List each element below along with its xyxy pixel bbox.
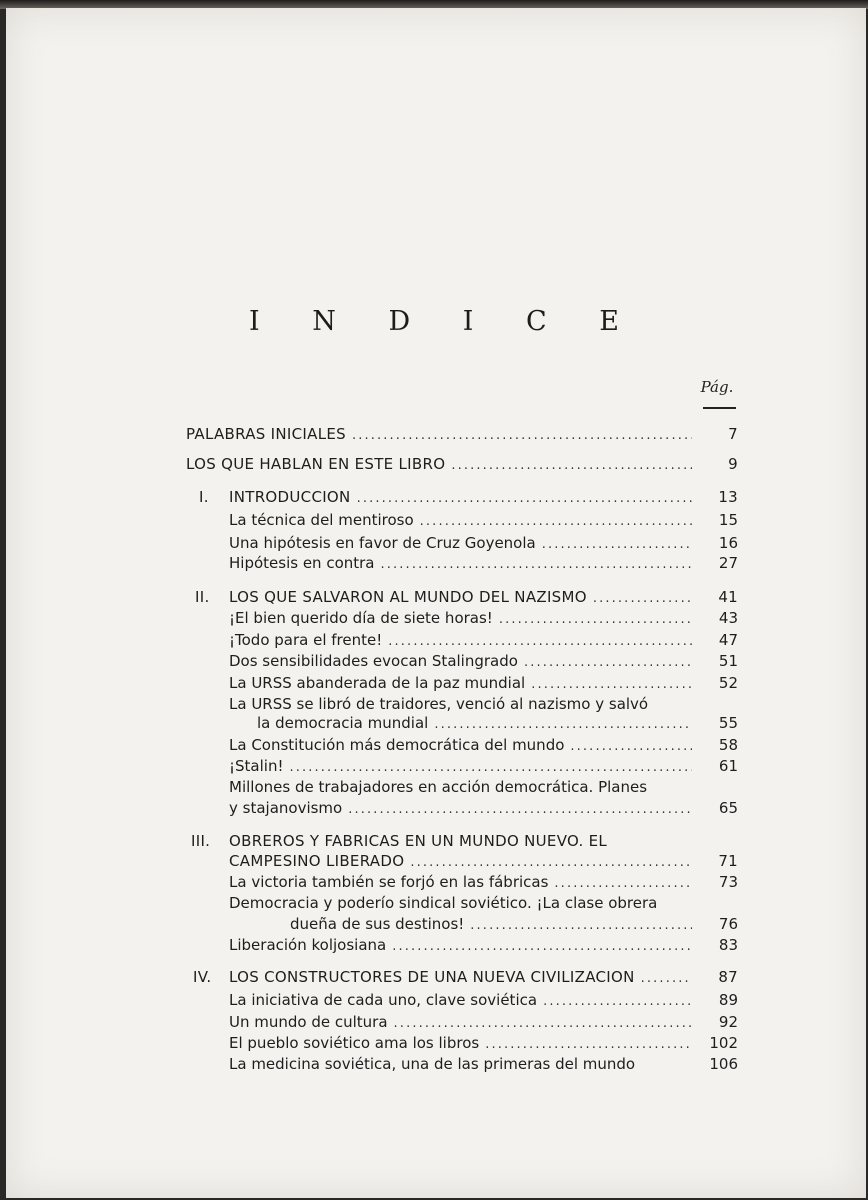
entry-title: PALABRAS INICIALES — [186, 425, 346, 443]
page-number: 55 — [718, 714, 738, 732]
dot-leader — [348, 800, 692, 820]
entry-title: la democracia mundial — [257, 714, 429, 732]
toc-entry — [195, 587, 738, 609]
toc-entry — [229, 735, 738, 757]
toc-entry — [229, 651, 738, 673]
page-number: 16 — [718, 534, 738, 552]
toc-entry — [229, 608, 738, 630]
page-number: 65 — [718, 799, 738, 817]
toc-entry — [229, 533, 738, 555]
entry-title: La victoria también se forjó en las fábricas — [229, 873, 549, 891]
dot-leader — [485, 1035, 692, 1055]
dot-leader — [381, 555, 693, 575]
toc-entry — [229, 935, 738, 957]
page-number: 43 — [718, 609, 738, 627]
dot-leader — [542, 535, 692, 555]
toc-entry — [193, 967, 738, 989]
entry-title: Millones de trabajadores en acción democrática. Planes — [229, 778, 648, 796]
dot-leader — [554, 874, 692, 894]
toc-entry — [229, 777, 738, 799]
entry-title: Democracia y poderío sindical soviético. ¡La clase obrera — [229, 894, 658, 912]
page-number: 9 — [728, 455, 738, 473]
dot-leader — [524, 653, 692, 673]
entry-title: Una hipótesis en favor de Cruz Goyenola — [229, 534, 536, 552]
dot-leader — [434, 715, 692, 735]
page-number: 51 — [718, 652, 738, 670]
entry-title: Liberación koljosiana — [229, 936, 387, 954]
toc-entry — [229, 990, 738, 1012]
toc-entry — [229, 893, 738, 915]
toc-entry — [229, 553, 738, 575]
entry-title: La Constitución más democrática del mundo — [229, 736, 565, 754]
page-column-header: Pág. — [700, 378, 734, 396]
dot-leader — [410, 853, 692, 873]
page-number: 73 — [718, 873, 738, 891]
dot-leader — [352, 426, 692, 446]
page-number: 13 — [718, 488, 738, 506]
toc-entry — [229, 872, 738, 894]
page-title: I N D I C E — [249, 306, 641, 337]
entry-title: ¡Todo para el frente! — [229, 631, 383, 649]
entry-title: LOS QUE SALVARON AL MUNDO DEL NAZISMO — [229, 588, 587, 606]
toc-entry — [229, 756, 738, 778]
page-number: 92 — [718, 1013, 738, 1031]
page-number: 106 — [709, 1055, 738, 1073]
entry-title: La técnica del mentiroso — [229, 511, 414, 529]
page-number: 83 — [718, 936, 738, 954]
page-number: 58 — [718, 736, 738, 754]
entry-title: dueña de sus destinos! — [290, 915, 465, 933]
chapter-number: III. — [191, 832, 211, 850]
page-number: 41 — [718, 588, 738, 606]
toc-entry — [199, 487, 738, 509]
dot-leader — [531, 675, 692, 695]
chapter-number: I. — [199, 488, 209, 506]
page-number: 71 — [718, 852, 738, 870]
dot-leader — [357, 489, 692, 509]
chapter-number: II. — [195, 588, 210, 606]
page-number: 15 — [718, 511, 738, 529]
dot-leader — [394, 1014, 692, 1034]
toc-entry — [229, 630, 738, 652]
page-number: 76 — [718, 915, 738, 933]
entry-title: CAMPESINO LIBERADO — [229, 852, 405, 870]
entry-title: La URSS se libró de traidores, venció al nazismo y salvó — [229, 695, 649, 713]
page-number: 61 — [718, 757, 738, 775]
dot-leader — [388, 632, 692, 652]
page-number: 27 — [718, 554, 738, 572]
entry-title: y stajanovismo — [229, 799, 343, 817]
entry-title: Dos sensibilidades evocan Stalingrado — [229, 652, 518, 670]
toc-entry — [191, 831, 738, 853]
page-number: 7 — [728, 425, 738, 443]
dot-leader — [289, 758, 692, 778]
entry-title: La medicina soviética, una de las primeras del mundo — [229, 1055, 636, 1073]
page-number: 87 — [718, 968, 738, 986]
dot-leader — [420, 512, 692, 532]
entry-title: La iniciativa de cada uno, clave soviética — [229, 991, 538, 1009]
dot-leader — [570, 737, 692, 757]
toc-entry — [229, 510, 738, 532]
toc-entry — [186, 424, 738, 446]
entry-title: OBREROS Y FABRICAS EN UN MUNDO NUEVO. EL — [229, 832, 608, 850]
entry-title: ¡El bien querido día de siete horas! — [229, 609, 493, 627]
toc-entry — [229, 1033, 738, 1055]
entry-title: El pueblo soviético ama los libros — [229, 1034, 480, 1052]
dot-leader — [392, 937, 692, 957]
toc-entry — [257, 713, 738, 735]
toc-entry — [229, 851, 738, 873]
dot-leader — [470, 916, 692, 936]
dot-leader — [451, 456, 692, 476]
entry-title: ¡Stalin! — [229, 757, 284, 775]
entry-title: LOS QUE HABLAN EN ESTE LIBRO — [186, 455, 446, 473]
entry-title: LOS CONSTRUCTORES DE UNA NUEVA CIVILIZACION — [229, 968, 635, 986]
page-number: 89 — [718, 991, 738, 1009]
toc-entry — [229, 798, 738, 820]
toc-entry — [229, 673, 738, 695]
page-number: 102 — [709, 1034, 738, 1052]
dot-leader — [593, 589, 692, 609]
chapter-number: IV. — [193, 968, 212, 986]
toc-entry — [229, 1054, 738, 1076]
page-number: 47 — [718, 631, 738, 649]
entry-title: Hipótesis en contra — [229, 554, 375, 572]
dot-leader — [499, 610, 692, 630]
entry-title: INTRODUCCION — [229, 488, 351, 506]
dot-leader — [543, 992, 692, 1012]
toc-entry — [186, 454, 738, 476]
toc-entry — [229, 1012, 738, 1034]
entry-title: Un mundo de cultura — [229, 1013, 388, 1031]
entry-title: La URSS abanderada de la paz mundial — [229, 674, 526, 692]
toc-entry — [290, 914, 738, 936]
dot-leader — [641, 969, 692, 989]
page-number: 52 — [718, 674, 738, 692]
